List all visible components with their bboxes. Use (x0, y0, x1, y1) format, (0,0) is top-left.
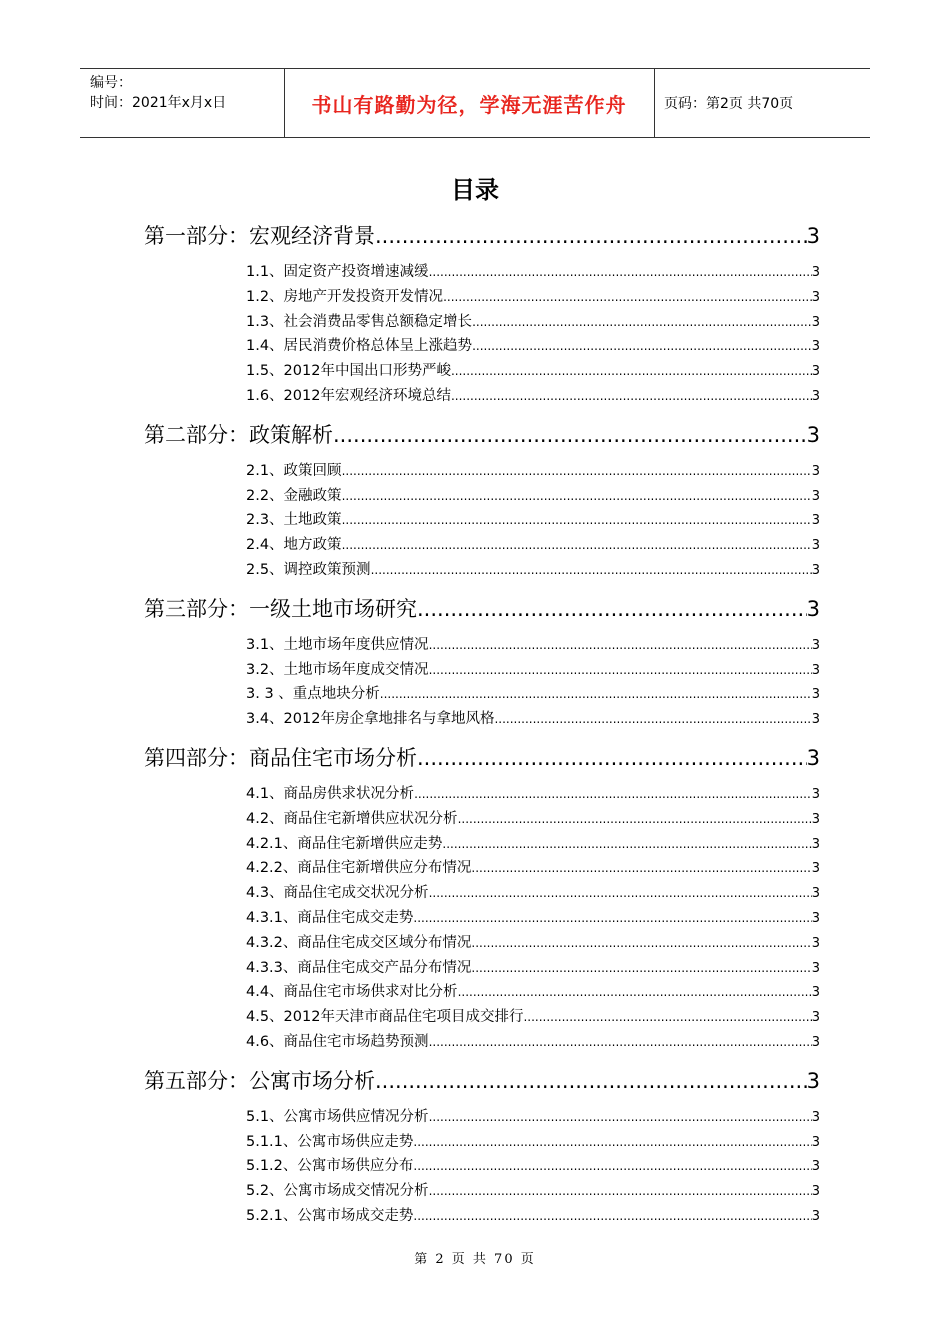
toc-item-entry[interactable] (144, 1105, 820, 1130)
toc-item-title: 5.1、公寓市场供应情况分析 (246, 1108, 429, 1125)
toc-item-entry[interactable] (144, 856, 820, 881)
toc-item-title: 3.2、土地市场年度成交情况 (246, 661, 429, 678)
toc-leader-dots (429, 658, 812, 683)
toc-item-title: 2.5、调控政策预测 (246, 561, 371, 578)
toc-leader-dots (451, 384, 812, 409)
toc-section-title: 第一部分：宏观经济背景 (144, 224, 375, 248)
time-label: 时间：2021年x月x日 (90, 95, 227, 111)
toc-item-entry[interactable] (144, 1130, 820, 1155)
toc-leader-dots (429, 1179, 812, 1204)
toc-item-page: 3 (811, 488, 820, 504)
header-page-info: 页码：第2页 共70页 (664, 96, 794, 112)
toc-item-page: 3 (811, 836, 820, 852)
toc-item-entry[interactable] (144, 459, 820, 484)
toc-item-title: 5.1.2、公寓市场供应分布 (246, 1158, 414, 1175)
toc-item-entry[interactable] (144, 832, 820, 857)
toc-item-entry[interactable] (144, 334, 820, 359)
toc-item-page: 3 (811, 1034, 820, 1050)
table-of-contents (144, 218, 820, 1237)
toc-item-entry[interactable] (144, 782, 820, 807)
toc-item-page: 3 (811, 1208, 820, 1224)
toc-leader-dots (380, 682, 812, 707)
toc-section-page: 3 (806, 1068, 820, 1093)
toc-section-title: 第三部分：一级土地市场研究 (144, 596, 417, 621)
toc-section-gap (144, 409, 820, 417)
toc-item-title: 4.2.1、商品住宅新增供应走势 (246, 835, 443, 852)
toc-item-title: 4.3.2、商品住宅成交区域分布情况 (246, 934, 472, 951)
toc-section-page: 3 (806, 422, 820, 447)
toc-leader-dots (342, 459, 812, 484)
toc-item-entry[interactable] (144, 906, 820, 931)
toc-item-entry[interactable] (144, 1204, 820, 1229)
toc-leader-dots (458, 807, 812, 832)
toc-item-title: 4.4、商品住宅市场供求对比分析 (246, 984, 458, 1001)
toc-item-entry[interactable] (144, 484, 820, 509)
toc-leader-dots (429, 260, 812, 285)
toc-item-page: 3 (811, 1109, 820, 1125)
toc-item-page: 3 (811, 1134, 820, 1150)
toc-item-title: 4.1、商品房供求状况分析 (246, 785, 415, 802)
toc-item-entry[interactable] (144, 384, 820, 409)
toc-item-entry[interactable] (144, 285, 820, 310)
toc-item-title: 2.3、土地政策 (246, 512, 342, 529)
toc-item-title: 2.1、政策回顾 (246, 462, 342, 479)
toc-section-gap (144, 1055, 820, 1063)
toc-leader-dots (375, 1063, 807, 1099)
toc-item-entry[interactable] (144, 682, 820, 707)
toc-title: 目录 (451, 176, 499, 204)
toc-leader-dots (413, 906, 811, 931)
toc-item-title: 3.4、2012年房企拿地排名与拿地风格 (246, 711, 495, 728)
toc-item-page: 3 (811, 265, 820, 280)
toc-item-page: 3 (811, 786, 820, 802)
toc-leader-dots (413, 1154, 811, 1179)
toc-item-page: 3 (811, 886, 820, 902)
toc-leader-dots (451, 359, 812, 384)
toc-leader-dots (458, 980, 812, 1005)
toc-item-entry[interactable] (144, 1005, 820, 1030)
toc-section-title: 第五部分：公寓市场分析 (144, 1068, 375, 1093)
toc-item-entry[interactable] (144, 359, 820, 384)
toc-leader-dots (472, 334, 812, 359)
toc-item-page: 3 (811, 289, 820, 305)
toc-leader-dots (342, 508, 812, 533)
toc-item-entry[interactable] (144, 658, 820, 683)
toc-item-page: 3 (811, 314, 820, 330)
toc-item-title: 2.2、金融政策 (246, 487, 342, 504)
header-meta (90, 73, 226, 113)
toc-leader-dots (414, 782, 812, 807)
toc-item-title: 1.1、固定资产投资增速减缓 (246, 264, 429, 280)
toc-item-entry[interactable] (144, 633, 820, 658)
toc-item-title: 1.6、2012年宏观经济环境总结 (246, 387, 451, 404)
toc-item-title: 1.3、社会消费品零售总额稳定增长 (246, 313, 473, 330)
toc-item-entry[interactable] (144, 533, 820, 558)
toc-item-page: 3 (811, 339, 820, 355)
toc-item-entry[interactable] (144, 508, 820, 533)
toc-item-title: 1.5、2012年中国出口形势严峻 (246, 363, 451, 380)
toc-item-page: 3 (811, 960, 820, 976)
toc-section-entry[interactable] (144, 1063, 820, 1105)
toc-leader-dots (413, 1204, 811, 1229)
toc-leader-dots (333, 417, 807, 453)
toc-leader-dots (417, 740, 807, 776)
toc-item-entry[interactable] (144, 1154, 820, 1179)
toc-item-page: 3 (811, 662, 820, 678)
toc-item-page: 3 (811, 712, 820, 728)
toc-item-page: 3 (811, 513, 820, 529)
toc-item-entry[interactable] (144, 1179, 820, 1204)
header-motto: 书山有路勤为径，学海无涯苦作舟 (311, 93, 627, 117)
toc-leader-dots (375, 218, 807, 254)
page-footer: 第 2 页 共 70 页 (414, 1252, 536, 1267)
toc-item-page: 3 (811, 861, 820, 877)
toc-leader-dots (443, 285, 812, 310)
toc-item-entry[interactable] (144, 980, 820, 1005)
toc-item-title: 4.2、商品住宅新增供应状况分析 (246, 810, 458, 827)
toc-item-title: 4.6、商品住宅市场趋势预测 (246, 1033, 429, 1050)
toc-leader-dots (471, 856, 811, 881)
toc-item-page: 3 (811, 1010, 820, 1026)
toc-item-title: 4.5、2012年天津市商品住宅项目成交排行 (246, 1009, 524, 1026)
toc-leader-dots (471, 931, 811, 956)
toc-item-title: 3.1、土地市场年度供应情况 (246, 636, 429, 653)
toc-item-page: 3 (811, 538, 820, 554)
page-header (80, 68, 870, 138)
toc-item-title: 5.2、公寓市场成交情况分析 (246, 1183, 429, 1200)
toc-section-page: 3 (806, 596, 820, 621)
toc-leader-dots (442, 832, 811, 857)
toc-leader-dots (471, 956, 811, 981)
toc-item-page: 3 (811, 1159, 820, 1175)
toc-leader-dots (371, 558, 812, 583)
toc-section-page: 3 (806, 745, 820, 770)
toc-item-title: 1.2、房地产开发投资开发情况 (246, 288, 444, 305)
toc-item-entry[interactable] (144, 956, 820, 981)
toc-leader-dots (494, 707, 811, 732)
toc-item-entry[interactable] (144, 1030, 820, 1055)
toc-leader-dots (342, 533, 812, 558)
toc-item-entry[interactable] (144, 881, 820, 906)
toc-item-title: 5.2.1、公寓市场成交走势 (246, 1207, 414, 1224)
toc-section-entry[interactable] (144, 417, 820, 459)
toc-item-page: 3 (811, 562, 820, 578)
toc-leader-dots (429, 633, 812, 658)
toc-item-page: 3 (811, 388, 820, 404)
toc-item-entry[interactable] (144, 310, 820, 335)
toc-item-title: 2.4、地方政策 (246, 537, 342, 554)
toc-item-entry[interactable] (144, 807, 820, 832)
toc-item-title: 3. 3 、重点地块分析 (246, 686, 380, 703)
toc-item-title: 4.2.2、商品住宅新增供应分布情况 (246, 860, 472, 877)
toc-leader-dots (417, 591, 807, 627)
toc-section-gap (144, 583, 820, 591)
toc-item-title: 1.4、居民消费价格总体呈上涨趋势 (246, 338, 473, 355)
number-label: 编号： (90, 75, 132, 91)
toc-item-title: 4.3.1、商品住宅成交走势 (246, 909, 414, 926)
toc-section-gap (144, 732, 820, 740)
toc-item-entry[interactable] (144, 707, 820, 732)
toc-item-title: 5.1.1、公寓市场供应走势 (246, 1133, 414, 1150)
toc-item-page: 3 (811, 811, 820, 827)
toc-item-page: 3 (811, 463, 820, 479)
toc-section-entry[interactable] (144, 591, 820, 633)
toc-section-entry[interactable] (144, 740, 820, 782)
toc-leader-dots (523, 1005, 811, 1030)
toc-item-page: 3 (811, 637, 820, 653)
toc-item-entry[interactable] (144, 260, 820, 285)
toc-item-page: 3 (811, 1184, 820, 1200)
toc-section-gap (144, 1229, 820, 1237)
toc-leader-dots (472, 310, 812, 335)
toc-item-page: 3 (811, 687, 820, 703)
toc-section-page: 3 (806, 224, 820, 248)
toc-leader-dots (429, 1105, 812, 1130)
toc-item-entry[interactable] (144, 931, 820, 956)
toc-item-page: 3 (811, 935, 820, 951)
toc-leader-dots (429, 1030, 812, 1055)
toc-leader-dots (429, 881, 812, 906)
toc-item-page: 3 (811, 910, 820, 926)
toc-item-page: 3 (811, 364, 820, 380)
toc-item-entry[interactable] (144, 558, 820, 583)
toc-item-title: 4.3.3、商品住宅成交产品分布情况 (246, 959, 472, 976)
toc-item-title: 4.3、商品住宅成交状况分析 (246, 885, 429, 902)
toc-section-entry[interactable] (144, 218, 820, 260)
toc-leader-dots (342, 484, 812, 509)
toc-section-title: 第四部分：商品住宅市场分析 (144, 745, 417, 770)
header-divider (654, 69, 655, 137)
toc-leader-dots (413, 1130, 811, 1155)
toc-section-title: 第二部分：政策解析 (144, 422, 333, 447)
toc-item-page: 3 (811, 985, 820, 1001)
